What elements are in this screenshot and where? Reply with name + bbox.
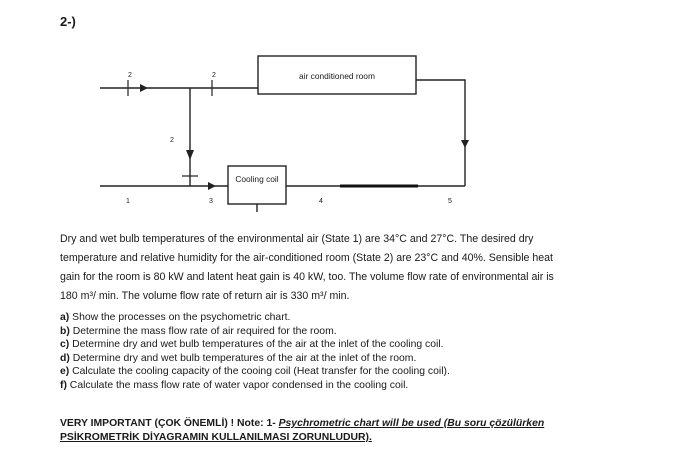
question-text: Determine dry and wet bulb temperatures of the air at the inlet of the cooling coil.: [69, 339, 444, 350]
question-text: Show the processes on the psychometric chart.: [69, 312, 291, 323]
question-item: [60, 311, 640, 325]
question-letter: b): [60, 325, 70, 337]
problem-description: [60, 230, 620, 306]
room-label: air conditioned room: [299, 71, 375, 81]
note-lead: VERY IMPORTANT (ÇOK ÖNEMLİ) ! Note: 1-: [60, 418, 279, 429]
question-letter: a): [60, 312, 70, 323]
flow-arrow-icon: [186, 150, 194, 160]
room-outlet-duct-line: [416, 80, 465, 186]
flow-arrow-icon: [461, 140, 469, 148]
question-letter: c): [60, 339, 70, 350]
flow-arrow-icon: [140, 84, 148, 92]
description-line: 180 m³/ min. The volume flow rate of return air is 330 m³/ min.: [60, 290, 350, 302]
question-text: Calculate the cooling capacity of the cooing coil (Heat transfer for the cooling coil).: [69, 366, 450, 377]
cooling-coil-box: [228, 166, 286, 204]
state-label-3: 3: [209, 198, 213, 205]
question-letter: e): [60, 366, 70, 377]
state-label-5: 5: [448, 198, 452, 205]
note-underlined-text: Psychrometric chart will be used (Bu soru çözülürken: [278, 418, 545, 429]
air-conditioning-system-diagram: [0, 0, 700, 220]
note-underlined-text: PSİKROMETRİK DİYAGRAMIN KULLANILMASI ZORUNLUDUR).: [60, 432, 372, 443]
question-number: 2-): [60, 14, 76, 29]
state-label-2-top-mid: 2: [212, 72, 216, 79]
description-line: Dry and wet bulb temperatures of the environmental air (State 1) are 34°C and 27°C. The desired dry: [60, 233, 534, 245]
question-text: Calculate the mass flow rate of water vapor condensed in the cooling coil.: [66, 379, 409, 391]
flow-arrow-icon: [208, 182, 216, 190]
state-label-2-vertical: 2: [170, 137, 174, 144]
description-line: gain for the room is 80 kW and latent heat gain is 40 kW, too. The volume flow rate of environmental air is: [60, 271, 554, 283]
question-letter: f): [60, 379, 67, 391]
cooling-coil-label: Cooling coil: [235, 174, 279, 184]
description-line: temperature and relative humidity for the air-conditioned room (State 2) are 23°C and 40%. Sensible heat: [60, 252, 553, 264]
question-item: [60, 352, 640, 366]
important-note: [60, 417, 660, 445]
question-list: [60, 311, 640, 392]
state-label-2-top-left: 2: [128, 72, 132, 79]
question-letter: d): [60, 352, 70, 364]
question-text: Determine dry and wet bulb temperatures of the air at the inlet of the room.: [69, 352, 417, 364]
question-text: Determine the mass flow rate of air required for the room.: [69, 325, 337, 337]
question-item: [60, 379, 640, 393]
state-label-4: 4: [319, 198, 323, 205]
question-item: [60, 325, 640, 339]
question-item: [60, 338, 640, 352]
question-item: [60, 365, 640, 379]
state-label-1: 1: [126, 198, 130, 205]
